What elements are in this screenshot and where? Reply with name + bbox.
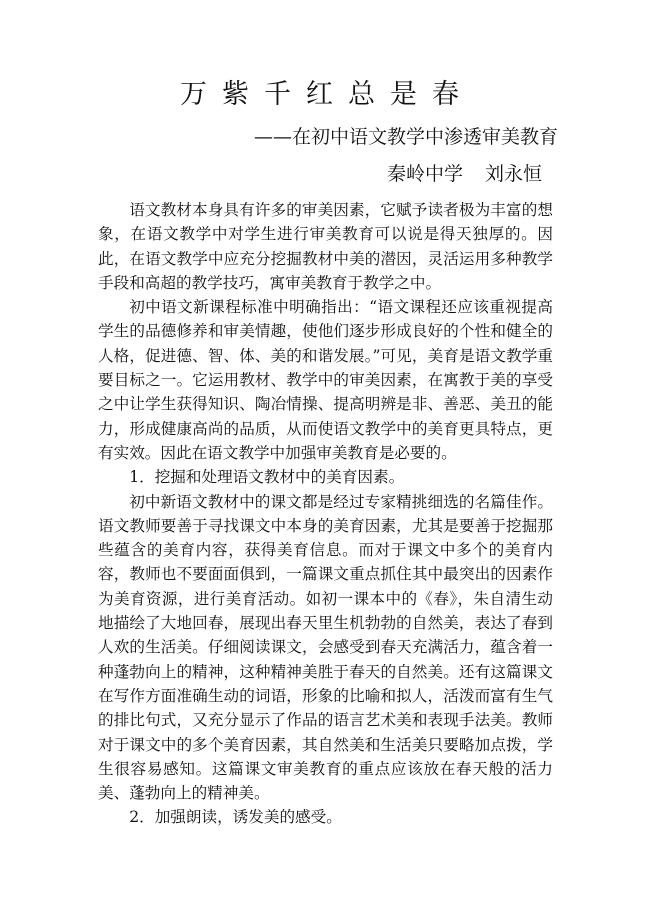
section-2-heading: 2．加强朗读，诱发美的感受。 <box>129 808 342 827</box>
author-name: 刘永恒 <box>484 163 542 185</box>
document-subtitle: ——在初中语文教学中渗透审美教育 <box>253 126 558 148</box>
document-body <box>98 198 553 830</box>
intro-paragraph-2: 初中语文新课程标准中明确指出：“语文课程还应该重视提高学生的品德修养和审美情趣，使他们逐步形成良好的个性和健全的人格，促进德、智、体、美的和谐发展。”可见，美育是语文教学重要目标之一。它运用教材、教学中的审美因素，在寓教于美的享受之中让学生获得知识、陶冶情操、提高明辨是非、善恶、美丑的能力，形成健康高尚的品质，从而使语文教学中的美育更具特点，更有实效。因此在语文教学中加强审美教育是必要的。 <box>98 298 553 462</box>
author-school: 秦岭中学 <box>386 163 463 185</box>
document-title: 万紫千红总是春 <box>180 79 474 110</box>
author-line <box>387 159 542 186</box>
intro-paragraph-1: 语文教材本身具有许多的审美因素，它赋予读者极为丰富的想象，在语文教学中对学生进行审美教育可以说是得天独厚的。因此，在语文教学中应充分挖掘教材中美的潜因，灵活运用多种教学手段和高超的教学技巧，寓审美教育于教学之中。 <box>98 201 553 292</box>
section-1-heading: 1．挖掘和处理语文教材中的美育因素。 <box>129 468 405 487</box>
section-1-paragraph: 初中新语文教材中的课文都是经过专家精挑细选的名篇佳作。语文教师要善于寻找课文中本身的美育因素，尤其是要善于挖掘那些蕴含的美育内容，获得美育信息。而对于课文中多个的美育内容，教师也不要面面俱到，一篇课文重点抓住其中最突出的因素作为美育资源，进行美育活动。如初一课本中的《春》，朱自清生动地描绘了大地回春，展现出春天里生机勃勃的自然美，表达了春到人欢的生活美。仔细阅读课文，会感受到春天充满活力，蕴含着一种蓬勃向上的精神，这种精神美胜于春天的自然美。还有这篇课文在写作方面准确生动的词语，形象的比喻和拟人，活泼而富有生气的排比句式，又充分显示了作品的语言艺术美和表现手法美。教师对于课文中的多个美育因素，其自然美和生活美只要略加点拨，学生很容易感知。这篇课文审美教育的重点应该放在春天般的活力美、蓬勃向上的精神美。 <box>98 492 553 803</box>
